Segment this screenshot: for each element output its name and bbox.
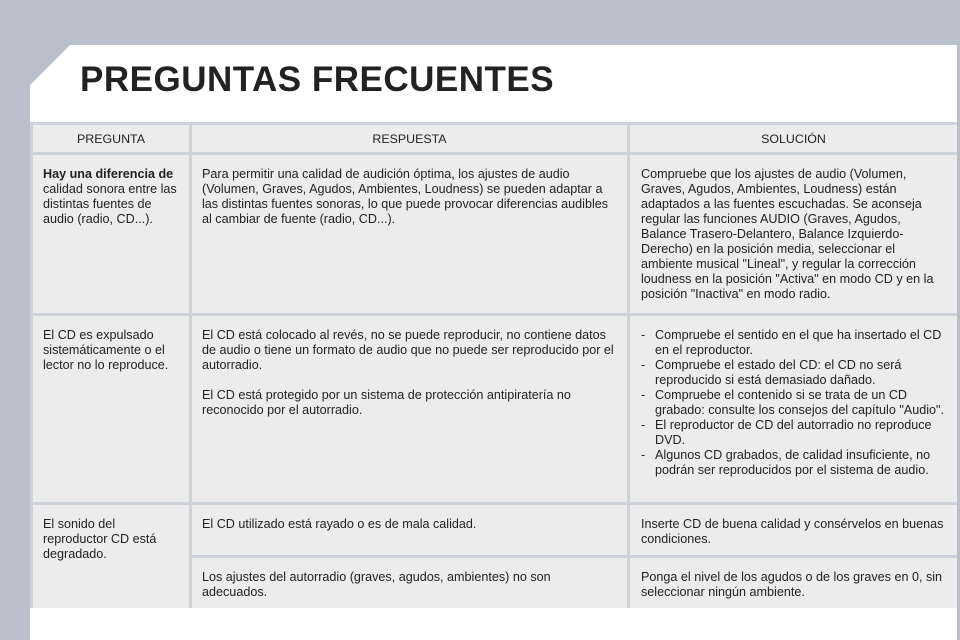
question-text: El sonido del reproductor CD está degradado.	[43, 517, 157, 561]
header-solucion: SOLUCIÓN	[630, 125, 957, 152]
table-row-2-solucion	[630, 316, 957, 502]
answer-text: El CD utilizado está rayado o es de mala calidad.	[202, 517, 477, 531]
table-row-3a-respuesta	[192, 505, 627, 555]
list-item: - Algunos CD grabados, de calidad insuficiente, no podrán ser reproducidos por el sistema de audio.	[641, 448, 931, 477]
table-row-1-solucion	[630, 155, 957, 313]
list-item: - Compruebe el sentido en el que ha insertado el CD en el reproductor.	[641, 328, 942, 357]
header-pregunta: PREGUNTA	[33, 125, 189, 152]
header-respuesta: RESPUESTA	[192, 125, 627, 152]
table-row-2-pregunta	[33, 316, 189, 502]
list-item: - Compruebe el estado del CD: el CD no será reproducido si está demasiado dañado.	[641, 358, 902, 387]
table-row-3b-solucion	[630, 558, 957, 608]
solution-list	[641, 328, 949, 478]
watermark-text: carmanualsonline.info	[690, 621, 841, 638]
table-row-1-pregunta	[33, 155, 189, 313]
page-title: PREGUNTAS FRECUENTES	[80, 60, 555, 99]
question-text: El CD es expulsado sistemáticamente o el lector no lo reproduce.	[43, 328, 169, 372]
table-row-3a-solucion	[630, 505, 957, 555]
table-row-2-respuesta	[192, 316, 627, 502]
question-text: calidad sonora entre las distintas fuentes de audio (radio, CD...).	[43, 182, 177, 226]
page-number: 263	[928, 621, 950, 636]
solution-text: Ponga el nivel de los agudos o de los graves en 0, sin seleccionar ningún ambiente.	[641, 570, 943, 599]
answer-text-1: El CD está colocado al revés, no se puede reproducir, no contiene datos de audio o tiene un formato de audio que no puede ser reproducido por el autorradio.	[202, 328, 614, 372]
table-row-3b-respuesta	[192, 558, 627, 608]
answer-text: Para permitir una calidad de audición óptima, los ajustes de audio (Volumen, Graves, Agudos, Ambientes, Loudness) se pueden adaptar a las distintas fuentes sonoras, lo que puede provocar diferencias audibles al cambiar de fuente (radio, CD...).	[202, 167, 609, 226]
list-item: - Compruebe el contenido si se trata de un CD grabado: consulte los consejos del capítulo "Audio".	[641, 388, 944, 417]
question-bold-text: Hay una diferencia de	[43, 167, 174, 181]
solution-text: Inserte CD de buena calidad y consérvelos en buenas condiciones.	[641, 517, 944, 546]
answer-text-2: El CD está protegido por un sistema de protección antipiratería no reconocido por el autorradio.	[202, 388, 571, 417]
list-item: - El reproductor de CD del autorradio no reproduce DVD.	[641, 418, 932, 447]
solution-text: Compruebe que los ajustes de audio (Volumen, Graves, Agudos, Ambientes, Loudness) están adaptados a las fuentes escuchadas. Se aconseja regular las funciones AUDIO (Graves, Agudos, Balance Trasero-Delantero, Balance Izquierdo-Derecho) en la posición media, seleccionar el ambiente musical "Lineal", y regular la corrección loudness en la posición "Activa" en modo CD y en la posición "Inactiva" en modo radio.	[641, 167, 934, 301]
answer-text: Los ajustes del autorradio (graves, agudos, ambientes) no son adecuados.	[202, 570, 551, 599]
table-row-3-pregunta	[33, 505, 189, 608]
table-row-1-respuesta	[192, 155, 627, 313]
